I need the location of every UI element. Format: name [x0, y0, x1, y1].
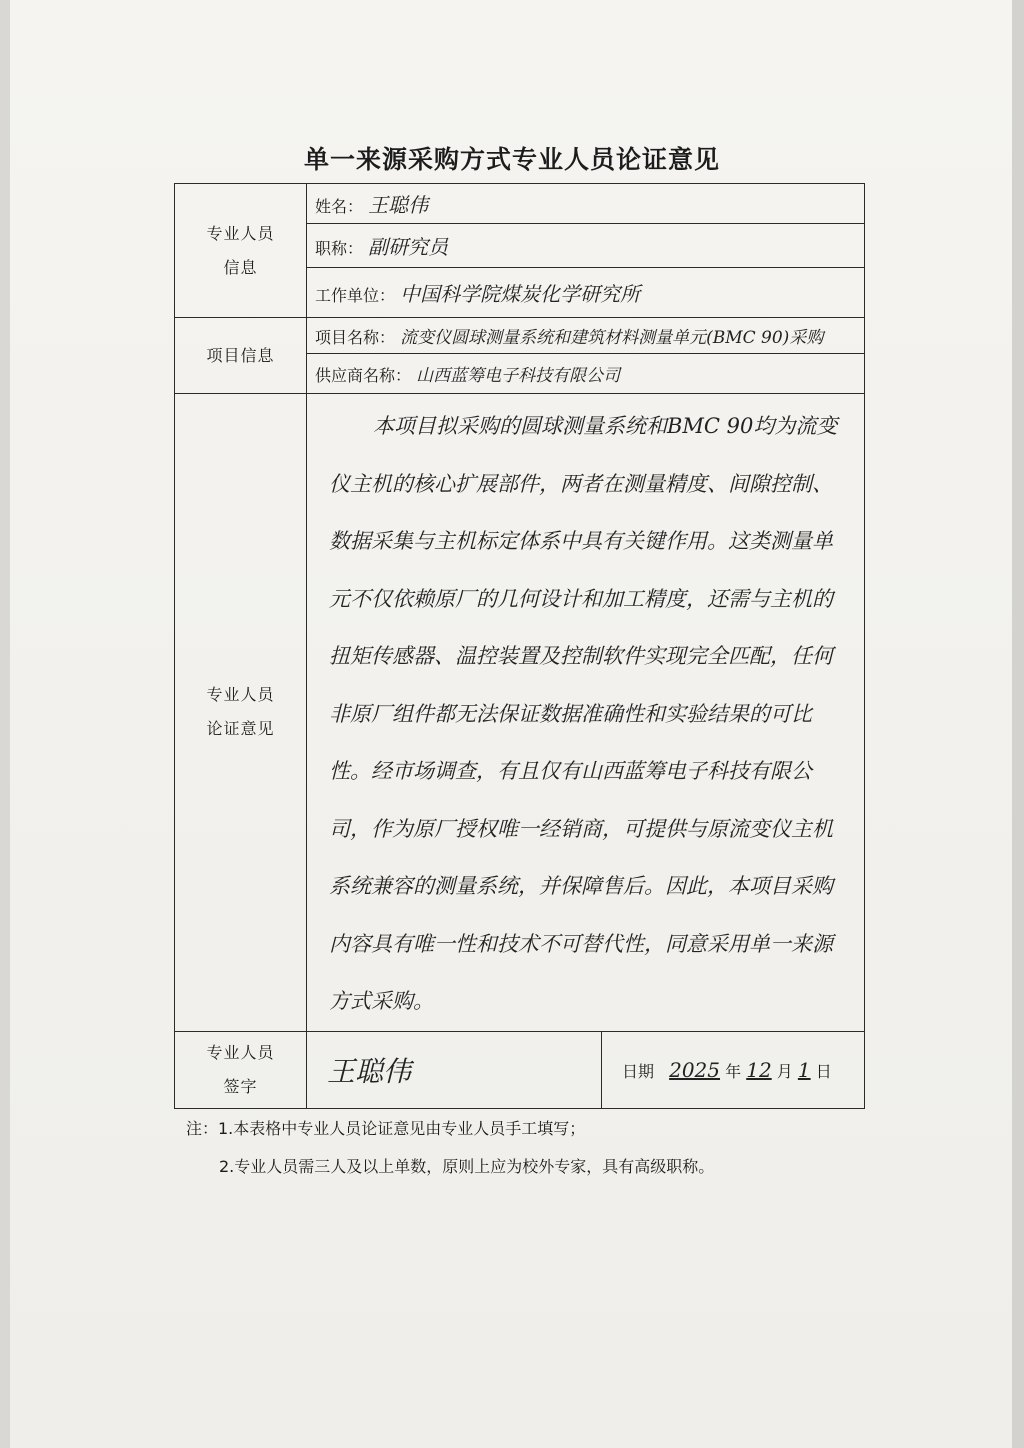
opinion-text: 本项目拟采购的圆球测量系统和BMC 90均为流变仪主机的核心扩展部件，两者在测量精度、间隙控制、数据采集与主机标定体系中具有关键作用。这类测量单元不仅依赖原厂的几何设计和加工精度，还需与主机的扭矩传感器、温控装置及控制软件实现完全匹配，任何非原厂组件都无法保证数据准确性和实验结果的可比性。经市场调查，有且仅有山西蓝筹电子科技有限公司，作为原厂授权唯一经销商，可提供与原流变仪主机系统兼容的测量系统，并保障售后。因此，本项目采购内容具有唯一性和技术不可替代性，同意采用单一来源方式采购。	[329, 414, 838, 1013]
date-month-unit: 月	[776, 1061, 793, 1081]
date-day-unit: 日	[815, 1061, 832, 1081]
date-year-unit: 年	[725, 1061, 742, 1081]
opinion-label: 专业人员论证意见	[175, 394, 307, 1032]
project-name-value: 流变仪圆球测量系统和建筑材料测量单元(BMC 90)采购	[400, 328, 824, 348]
date-day: 1	[797, 1057, 811, 1082]
unit-row	[307, 268, 865, 318]
date-cell	[602, 1031, 865, 1108]
unit-label: 工作单位：	[315, 286, 396, 305]
title-value: 副研究员	[368, 235, 449, 259]
project-info-label: 项目信息	[175, 318, 307, 394]
name-label: 姓名：	[315, 197, 364, 216]
project-name-label: 项目名称：	[315, 328, 396, 347]
project-name-row	[307, 318, 865, 354]
title-row	[307, 224, 865, 268]
title-label: 职称：	[315, 239, 364, 258]
note-line-2: 2.专业人员需三人及以上单数，原则上应为校外专家，具有高级职称。	[219, 1157, 715, 1176]
supplier-label: 供应商名称：	[315, 366, 412, 385]
notes	[186, 1110, 714, 1186]
signature-handwriting: 王聪伟	[327, 1054, 412, 1088]
opinion-cell	[307, 394, 865, 1032]
date-year: 2025	[669, 1057, 721, 1082]
page-title: 单一来源采购方式专业人员论证意见	[303, 145, 720, 174]
expert-info-label: 专业人员信息	[175, 184, 307, 318]
scan-edge-right	[1012, 0, 1024, 1448]
signature-cell	[307, 1031, 602, 1108]
name-row	[307, 184, 865, 224]
scan-edge-left	[0, 0, 10, 1448]
date-label: 日期	[622, 1061, 655, 1081]
unit-value: 中国科学院煤炭化学研究所	[400, 282, 641, 306]
form-table	[174, 183, 865, 1109]
opinion-text-block	[307, 394, 864, 1031]
signature-label: 专业人员签字	[175, 1031, 307, 1108]
supplier-value: 山西蓝筹电子科技有限公司	[416, 366, 621, 386]
name-value: 王聪伟	[368, 193, 429, 217]
supplier-row	[307, 354, 865, 394]
date-month: 12	[746, 1057, 772, 1082]
note-line-1: 注：1.本表格中专业人员论证意见由专业人员手工填写；	[186, 1119, 586, 1138]
